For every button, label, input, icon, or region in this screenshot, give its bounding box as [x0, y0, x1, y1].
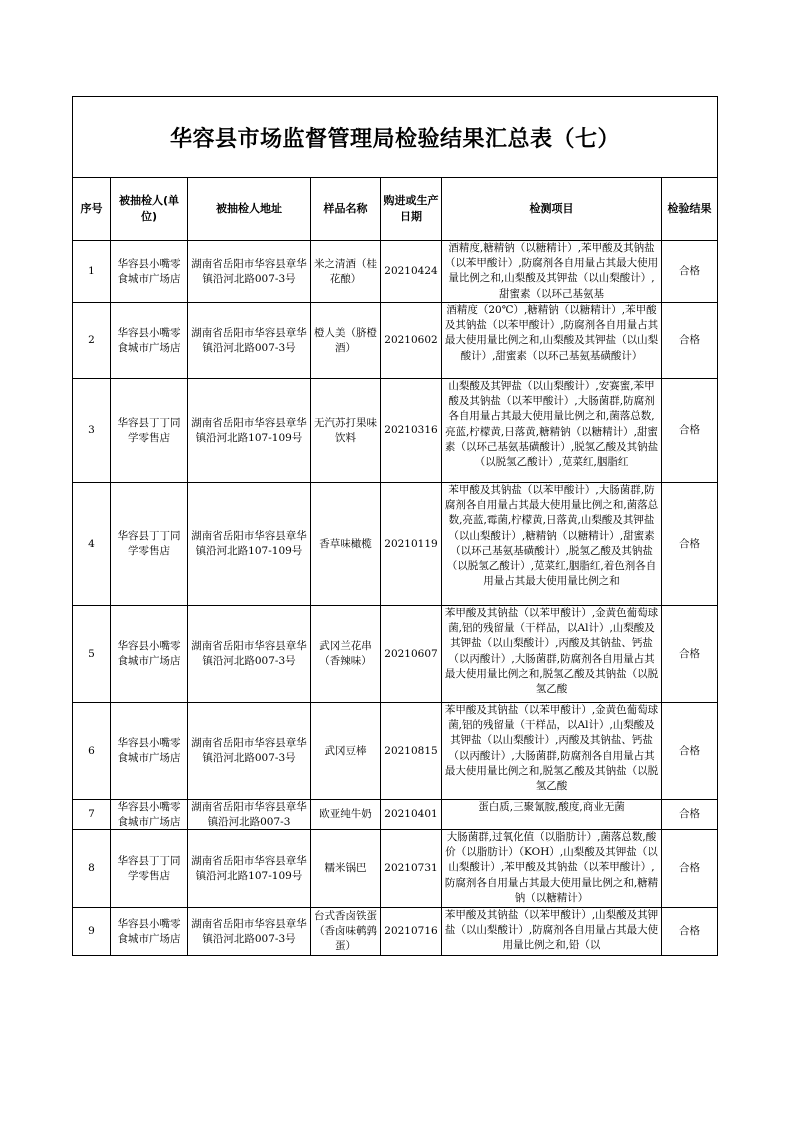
- cell-seq-text: 1: [88, 265, 95, 277]
- cell-test-items-text: 苯甲酸及其钠盐（以苯甲酸计）,山梨酸及其钾盐（以山梨酸计）,防腐剂各自用量占其最大使用量比例之和,铅（以: [444, 909, 659, 952]
- cell-seq: [73, 303, 111, 379]
- cell-sample-name: [311, 379, 381, 483]
- header-sampled-unit: 被抽检人(单位): [111, 178, 188, 241]
- cell-sample-name-text: 武冈兰花串（香辣味）: [319, 640, 372, 667]
- cell-seq: [73, 483, 111, 606]
- cell-date: [381, 303, 442, 379]
- cell-result: [662, 303, 718, 379]
- table-row: [73, 303, 718, 379]
- cell-result-text: 合格: [679, 424, 701, 436]
- cell-date-text: 20210815: [384, 744, 438, 757]
- cell-date-text: 20210602: [384, 334, 438, 346]
- cell-result-text: 合格: [679, 925, 701, 937]
- cell-sample-name: [311, 800, 381, 830]
- cell-test-items: [442, 830, 662, 908]
- cell-test-items: [442, 703, 662, 800]
- results-table: [72, 96, 718, 956]
- cell-date: [381, 379, 442, 483]
- table-row: [73, 830, 718, 908]
- cell-sampled-unit: [111, 800, 188, 830]
- cell-result-text: 合格: [679, 744, 701, 757]
- cell-result: [662, 483, 718, 606]
- cell-seq-text: 9: [88, 925, 95, 937]
- cell-date-text: 20210731: [384, 862, 438, 874]
- cell-sample-name-text: 橙人美（脐橙酒）: [314, 326, 377, 354]
- cell-sample-name-text: 糯米锅巴: [324, 862, 367, 874]
- header-result: 检验结果: [662, 178, 718, 241]
- cell-date: [381, 703, 442, 800]
- cell-date-text: 20210716: [384, 925, 438, 937]
- header-date: 购进或生产日期: [381, 178, 442, 241]
- table-row: [73, 800, 718, 830]
- results-summary-sheet: [72, 96, 717, 956]
- table-row: [73, 703, 718, 800]
- cell-date: [381, 800, 442, 830]
- cell-test-items-text: 酒精度,糖精钠（以糖精计）,苯甲酸及其钠盐（以苯甲酸计）,防腐剂各自用量占其最大使用量比例之和,山梨酸及其钾盐（以山梨酸计）,甜蜜素（以环己基氨基: [444, 242, 659, 300]
- cell-sample-name: [311, 830, 381, 908]
- cell-sampled-unit-text: 华容县小嘴零食城市广场店: [117, 801, 181, 828]
- cell-sampled-unit: [111, 703, 188, 800]
- cell-sampled-address: [188, 303, 311, 379]
- cell-seq: [73, 830, 111, 908]
- cell-seq: [73, 800, 111, 830]
- cell-sampled-address: [188, 241, 311, 303]
- cell-seq-text: 8: [88, 862, 95, 874]
- cell-test-items-text: 蛋白质,三聚氰胺,酸度,商业无菌: [478, 801, 625, 813]
- cell-date-text: 20210119: [384, 537, 438, 550]
- title-row: [73, 97, 718, 178]
- header-row: [73, 178, 718, 241]
- cell-date-text: 20210316: [384, 424, 438, 436]
- cell-test-items: [442, 800, 662, 830]
- cell-result-text: 合格: [679, 334, 701, 346]
- cell-sampled-address-text: 湖南省岳阳市华容县章华镇沿河北路007-3号: [191, 640, 307, 667]
- table-row: [73, 606, 718, 703]
- header-seq: 序号: [73, 178, 111, 241]
- cell-seq-text: 6: [88, 744, 95, 757]
- cell-test-items: [442, 241, 662, 303]
- cell-sampled-address: [188, 483, 311, 606]
- cell-test-items: [442, 483, 662, 606]
- cell-sample-name-text: 欧亚纯牛奶: [319, 808, 372, 820]
- cell-sampled-unit: [111, 379, 188, 483]
- cell-seq-text: 3: [88, 424, 95, 436]
- cell-sampled-address: [188, 830, 311, 908]
- cell-sampled-address: [188, 908, 311, 956]
- cell-sampled-address-text: 湖南省岳阳市华容县章华镇沿河北路007-3号: [191, 737, 307, 764]
- cell-test-items: [442, 303, 662, 379]
- cell-sampled-unit-text: 华容县丁丁同学零售店: [117, 530, 181, 557]
- cell-date: [381, 830, 442, 908]
- cell-sample-name-text: 武冈豆棒: [324, 744, 367, 757]
- cell-seq: [73, 703, 111, 800]
- cell-test-items-text: 山梨酸及其钾盐（以山梨酸计）,安赛蜜,苯甲酸及其钠盐（以苯甲酸计）,大肠菌群,防腐剂各自用量占其最大使用量比例之和,菌落总数,亮蓝,柠檬黄,日落黄,糖精钠（以糖精计）,甜蜜素（以环己基氨基磺酸计）,脱氢乙酸及其钠盐（以脱氢乙酸计）,苋菜红,胭脂红: [444, 380, 659, 469]
- cell-date: [381, 908, 442, 956]
- cell-seq: [73, 606, 111, 703]
- cell-result: [662, 241, 718, 303]
- cell-seq: [73, 379, 111, 483]
- cell-sampled-address: [188, 606, 311, 703]
- cell-sampled-address: [188, 703, 311, 800]
- cell-sample-name: [311, 606, 381, 703]
- table-row: [73, 908, 718, 956]
- header-sample-name: 样品名称: [311, 178, 381, 241]
- cell-test-items-text: 苯甲酸及其钠盐（以苯甲酸计）,大肠菌群,防腐剂各自用量占其最大使用量比例之和,菌落总数,亮蓝,霉菌,柠檬黄,日落黄,山梨酸及其钾盐（以山梨酸计）,糖精钠（以糖精计）,甜蜜素（以环己基氨基磺酸计）,脱氢乙酸及其钠盐（以脱氢乙酸计）,苋菜红,胭脂红,着色剂各自用量占其最大使用量比例之和: [444, 484, 659, 588]
- cell-sampled-unit: [111, 830, 188, 908]
- cell-sampled-unit: [111, 241, 188, 303]
- cell-seq: [73, 908, 111, 956]
- cell-test-items-text: 大肠菌群,过氧化值（以脂肪计）,菌落总数,酸价（以脂肪计）（KOH）,山梨酸及其钾盐（以山梨酸计）,苯甲酸及其钠盐（以苯甲酸计）,防腐剂各自用量占其最大使用量比例之和,糖精钠（以糖精计）: [444, 831, 659, 904]
- cell-sampled-address-text: 湖南省岳阳市华容县章华镇沿河北路007-3: [191, 801, 307, 828]
- cell-result: [662, 830, 718, 908]
- cell-sample-name: [311, 483, 381, 606]
- cell-result-text: 合格: [679, 647, 701, 660]
- cell-result: [662, 908, 718, 956]
- header-sampled-address: 被抽检人地址: [188, 178, 311, 241]
- cell-result-text: 合格: [679, 265, 701, 277]
- header-test-items: 检测项目: [442, 178, 662, 241]
- cell-test-items-text: 苯甲酸及其钠盐（以苯甲酸计）,金黄色葡萄球菌,铝的残留量（干样品，以Al计）,山梨酸及其钾盐（以山梨酸计）,丙酸及其钠盐、钙盐（以丙酸计）,大肠菌群,防腐剂各自用量占其最大使用量比例之和,脱氢乙酸及其钠盐（以脱氢乙酸: [444, 704, 659, 793]
- table-row: [73, 483, 718, 606]
- table-row: [73, 379, 718, 483]
- cell-sample-name: [311, 908, 381, 956]
- cell-test-items: [442, 606, 662, 703]
- cell-date-text: 20210424: [384, 265, 438, 277]
- cell-sample-name-text: 台式香卤铁蛋（香卤味鹌鹑蛋）: [314, 910, 377, 952]
- cell-test-items-text: 酒精度（20℃）,糖精钠（以糖精计）,苯甲酸及其钠盐（以苯甲酸计）,防腐剂各自用量占其最大使用量比例之和,山梨酸及其钾盐（以山梨酸计）,甜蜜素（以环己基氨基磺酸计）: [444, 304, 659, 362]
- cell-sampled-unit-text: 华容县小嘴零食城市广场店: [117, 640, 181, 667]
- cell-sampled-address-text: 湖南省岳阳市华容县章华镇沿河北路007-3号: [191, 257, 307, 285]
- cell-sampled-address-text: 湖南省岳阳市华容县章华镇沿河北路107-109号: [191, 416, 307, 444]
- cell-sampled-address-text: 湖南省岳阳市华容县章华镇沿河北路107-109号: [191, 530, 307, 557]
- cell-date: [381, 241, 442, 303]
- cell-sample-name: [311, 241, 381, 303]
- cell-seq-text: 7: [88, 808, 95, 820]
- cell-sampled-unit-text: 华容县小嘴零食城市广场店: [117, 257, 181, 285]
- cell-sample-name: [311, 703, 381, 800]
- cell-seq-text: 2: [88, 334, 95, 346]
- cell-date: [381, 606, 442, 703]
- cell-seq: [73, 241, 111, 303]
- cell-sample-name-text: 香草味橄榄: [319, 537, 372, 550]
- cell-result-text: 合格: [679, 808, 701, 820]
- cell-date-text: 20210401: [384, 808, 438, 820]
- cell-sample-name-text: 米之清酒（桂花酿）: [314, 257, 377, 285]
- cell-sampled-unit: [111, 483, 188, 606]
- cell-sampled-unit: [111, 303, 188, 379]
- cell-sampled-address: [188, 379, 311, 483]
- cell-sampled-unit-text: 华容县小嘴零食城市广场店: [117, 326, 181, 354]
- cell-sample-name-text: 无汽苏打果味饮料: [314, 416, 377, 444]
- cell-seq-text: 5: [88, 647, 95, 660]
- cell-sampled-unit: [111, 908, 188, 956]
- cell-result: [662, 703, 718, 800]
- cell-result: [662, 800, 718, 830]
- cell-sampled-unit-text: 华容县小嘴零食城市广场店: [117, 737, 181, 764]
- cell-result-text: 合格: [679, 862, 701, 874]
- cell-sampled-address-text: 湖南省岳阳市华容县章华镇沿河北路007-3号: [191, 917, 307, 945]
- cell-sampled-unit-text: 华容县小嘴零食城市广场店: [117, 917, 181, 945]
- cell-sampled-address-text: 湖南省岳阳市华容县章华镇沿河北路007-3号: [191, 326, 307, 354]
- cell-sampled-unit-text: 华容县丁丁同学零售店: [117, 854, 181, 882]
- cell-date: [381, 483, 442, 606]
- cell-test-items: [442, 908, 662, 956]
- cell-seq-text: 4: [88, 537, 95, 550]
- cell-test-items-text: 苯甲酸及其钠盐（以苯甲酸计）,金黄色葡萄球菌,铝的残留量（干样品，以Al计）,山梨酸及其钾盐（以山梨酸计）,丙酸及其钠盐、钙盐（以丙酸计）,大肠菌群,防腐剂各自用量占其最大使用量比例之和,脱氢乙酸及其钠盐（以脱氢乙酸: [444, 607, 659, 696]
- table-row: [73, 241, 718, 303]
- cell-sampled-address-text: 湖南省岳阳市华容县章华镇沿河北路107-109号: [191, 854, 307, 882]
- cell-sample-name: [311, 303, 381, 379]
- cell-sampled-address: [188, 800, 311, 830]
- cell-test-items: [442, 379, 662, 483]
- cell-result: [662, 606, 718, 703]
- cell-sampled-unit: [111, 606, 188, 703]
- cell-sampled-unit-text: 华容县丁丁同学零售店: [117, 416, 181, 444]
- cell-result-text: 合格: [679, 537, 701, 550]
- cell-result: [662, 379, 718, 483]
- cell-date-text: 20210607: [384, 647, 438, 660]
- page-title: 华容县市场监督管理局检验结果汇总表（七）: [73, 97, 718, 178]
